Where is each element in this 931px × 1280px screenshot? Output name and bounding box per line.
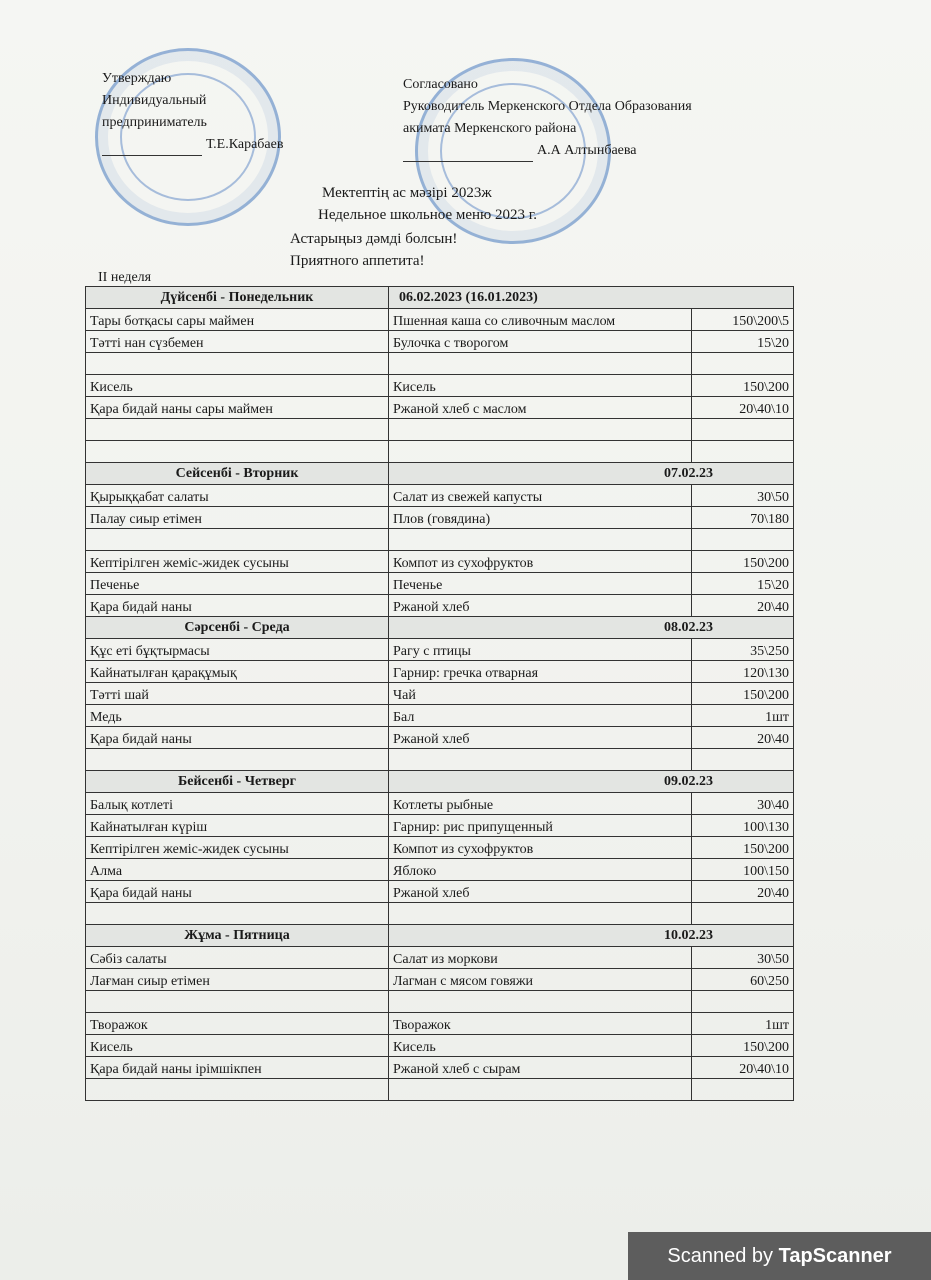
day-date: 09.02.23 <box>389 771 794 793</box>
dish-kz: Тәтті шай <box>86 683 389 705</box>
portion: 35\250 <box>692 639 794 661</box>
dish-kz: Медь <box>86 705 389 727</box>
approve-block <box>102 68 283 156</box>
dish-kz: Кайнатылған қарақұмық <box>86 661 389 683</box>
menu-table <box>85 286 794 1101</box>
portion <box>692 749 794 771</box>
signature-line <box>403 147 533 162</box>
portion: 20\40 <box>692 595 794 617</box>
dish-kz <box>86 749 389 771</box>
table-row <box>86 375 794 397</box>
scanner-watermark <box>628 1232 931 1280</box>
dish-ru: Салат из моркови <box>389 947 692 969</box>
table-row <box>86 683 794 705</box>
dish-kz <box>86 441 389 463</box>
day-header-friday <box>86 925 794 947</box>
portion <box>692 353 794 375</box>
menu-table-body <box>86 287 794 1101</box>
table-row <box>86 595 794 617</box>
day-name: Сәрсенбі - Среда <box>86 617 389 639</box>
dish-kz: Творажок <box>86 1013 389 1035</box>
portion: 100\130 <box>692 815 794 837</box>
dish-ru: Ржаной хлеб с сырам <box>389 1057 692 1079</box>
dish-kz <box>86 529 389 551</box>
portion: 15\20 <box>692 331 794 353</box>
dish-ru: Лагман с мясом говяжи <box>389 969 692 991</box>
day-name: Бейсенбі - Четверг <box>86 771 389 793</box>
dish-ru <box>389 419 692 441</box>
dish-kz: Кайнатылған күріш <box>86 815 389 837</box>
day-date: 08.02.23 <box>389 617 794 639</box>
day-header-wednesday <box>86 617 794 639</box>
dish-kz: Қара бидай наны <box>86 727 389 749</box>
table-row <box>86 661 794 683</box>
dish-kz: Қара бидай наны ірімшікпен <box>86 1057 389 1079</box>
portion <box>692 991 794 1013</box>
dish-kz: Қырыққабат салаты <box>86 485 389 507</box>
dish-kz: Кептірілген жеміс-жидек сусыны <box>86 837 389 859</box>
dish-kz: Печенье <box>86 573 389 595</box>
portion: 30\50 <box>692 947 794 969</box>
dish-ru: Творажок <box>389 1013 692 1035</box>
dish-ru <box>389 529 692 551</box>
portion: 20\40 <box>692 727 794 749</box>
dish-kz: Қара бидай наны сары маймен <box>86 397 389 419</box>
table-row <box>86 969 794 991</box>
dish-ru <box>389 749 692 771</box>
dish-kz <box>86 903 389 925</box>
table-row <box>86 485 794 507</box>
portion: 150\200 <box>692 551 794 573</box>
dish-kz: Балық котлеті <box>86 793 389 815</box>
portion: 150\200 <box>692 1035 794 1057</box>
watermark-brand: TapScanner <box>778 1245 892 1267</box>
portion <box>692 529 794 551</box>
portion: 20\40\10 <box>692 1057 794 1079</box>
table-row <box>86 397 794 419</box>
table-row <box>86 1079 794 1101</box>
day-header-monday <box>86 287 794 309</box>
agree-line-3: акимата Меркенского района <box>403 121 577 136</box>
portion: 30\50 <box>692 485 794 507</box>
table-row <box>86 1035 794 1057</box>
approve-line-2: Индивидуальный <box>102 93 207 108</box>
dish-ru: Гарнир: рис припущенный <box>389 815 692 837</box>
dish-kz <box>86 1079 389 1101</box>
table-row <box>86 859 794 881</box>
dish-kz <box>86 353 389 375</box>
portion: 20\40\10 <box>692 397 794 419</box>
portion <box>692 419 794 441</box>
dish-kz: Тәтті нан сүзбемен <box>86 331 389 353</box>
dish-kz: Тары ботқасы сары маймен <box>86 309 389 331</box>
dish-ru: Компот из сухофруктов <box>389 837 692 859</box>
portion <box>692 903 794 925</box>
dish-ru: Рагу с птицы <box>389 639 692 661</box>
week-label: II неделя <box>98 270 152 285</box>
dish-ru: Ржаной хлеб <box>389 881 692 903</box>
greeting-russian: Приятного аппетита! <box>290 253 425 269</box>
table-row <box>86 705 794 727</box>
dish-kz <box>86 991 389 1013</box>
portion: 100\150 <box>692 859 794 881</box>
portion: 120\130 <box>692 661 794 683</box>
dish-ru: Салат из свежей капусты <box>389 485 692 507</box>
dish-ru <box>389 903 692 925</box>
portion: 150\200\5 <box>692 309 794 331</box>
dish-kz: Қара бидай наны <box>86 595 389 617</box>
dish-ru: Плов (говядина) <box>389 507 692 529</box>
portion: 150\200 <box>692 683 794 705</box>
table-row <box>86 903 794 925</box>
portion: 150\200 <box>692 837 794 859</box>
dish-kz: Палау сиыр етімен <box>86 507 389 529</box>
dish-ru: Компот из сухофруктов <box>389 551 692 573</box>
portion <box>692 441 794 463</box>
table-row <box>86 1013 794 1035</box>
table-row <box>86 815 794 837</box>
dish-ru: Кисель <box>389 375 692 397</box>
dish-ru: Кисель <box>389 1035 692 1057</box>
table-row <box>86 947 794 969</box>
dish-ru <box>389 353 692 375</box>
day-header-thursday <box>86 771 794 793</box>
dish-kz: Кисель <box>86 375 389 397</box>
agree-line-2: Руководитель Меркенского Отдела Образования <box>403 99 692 114</box>
table-row <box>86 749 794 771</box>
day-date: 06.02.2023 (16.01.2023) <box>389 287 794 309</box>
title-kazakh: Мектептің ас мәзірі 2023ж <box>322 185 492 201</box>
dish-ru: Пшенная каша со сливочным маслом <box>389 309 692 331</box>
dish-kz: Лағман сиыр етімен <box>86 969 389 991</box>
table-row <box>86 441 794 463</box>
table-row <box>86 727 794 749</box>
dish-ru <box>389 441 692 463</box>
day-date: 10.02.23 <box>389 925 794 947</box>
agree-line-4: А.А Алтынбаева <box>537 143 637 158</box>
dish-ru: Булочка с творогом <box>389 331 692 353</box>
table-row <box>86 551 794 573</box>
dish-ru <box>389 991 692 1013</box>
dish-ru: Ржаной хлеб с маслом <box>389 397 692 419</box>
table-row <box>86 419 794 441</box>
day-date: 07.02.23 <box>389 463 794 485</box>
table-row <box>86 1057 794 1079</box>
dish-kz: Кептірілген жеміс-жидек сусыны <box>86 551 389 573</box>
day-name: Дүйсенбі - Понедельник <box>86 287 389 309</box>
dish-kz <box>86 419 389 441</box>
table-row <box>86 507 794 529</box>
table-row <box>86 331 794 353</box>
table-row <box>86 353 794 375</box>
agree-line-1: Согласовано <box>403 77 478 92</box>
dish-kz: Сәбіз салаты <box>86 947 389 969</box>
watermark-prefix: Scanned by <box>667 1245 774 1267</box>
dish-ru: Печенье <box>389 573 692 595</box>
portion: 150\200 <box>692 375 794 397</box>
day-name: Жұма - Пятница <box>86 925 389 947</box>
portion <box>692 1079 794 1101</box>
approve-line-4: Т.Е.Карабаев <box>206 137 284 152</box>
dish-ru: Чай <box>389 683 692 705</box>
day-header-tuesday <box>86 463 794 485</box>
table-row <box>86 309 794 331</box>
table-row <box>86 529 794 551</box>
table-row <box>86 881 794 903</box>
table-row <box>86 991 794 1013</box>
dish-ru: Ржаной хлеб <box>389 727 692 749</box>
dish-ru <box>389 1079 692 1101</box>
portion: 1шт <box>692 1013 794 1035</box>
dish-ru: Котлеты рыбные <box>389 793 692 815</box>
dish-ru: Бал <box>389 705 692 727</box>
dish-kz: Алма <box>86 859 389 881</box>
signature-line <box>102 141 202 156</box>
dish-kz: Кисель <box>86 1035 389 1057</box>
table-row <box>86 793 794 815</box>
portion: 30\40 <box>692 793 794 815</box>
approve-line-3: предприниматель <box>102 115 207 130</box>
portion: 1шт <box>692 705 794 727</box>
dish-ru: Гарнир: гречка отварная <box>389 661 692 683</box>
dish-kz: Қара бидай наны <box>86 881 389 903</box>
portion: 70\180 <box>692 507 794 529</box>
dish-kz: Құс еті бұқтырмасы <box>86 639 389 661</box>
table-row <box>86 639 794 661</box>
agree-block <box>403 74 692 162</box>
portion: 20\40 <box>692 881 794 903</box>
portion: 60\250 <box>692 969 794 991</box>
title-russian: Недельное школьное меню 2023 г. <box>318 207 537 223</box>
table-row <box>86 837 794 859</box>
table-row <box>86 573 794 595</box>
day-name: Сейсенбі - Вторник <box>86 463 389 485</box>
approve-line-1: Утверждаю <box>102 71 172 86</box>
dish-ru: Ржаной хлеб <box>389 595 692 617</box>
greeting-kazakh: Астарыңыз дәмді болсын! <box>290 231 458 247</box>
dish-ru: Яблоко <box>389 859 692 881</box>
portion: 15\20 <box>692 573 794 595</box>
